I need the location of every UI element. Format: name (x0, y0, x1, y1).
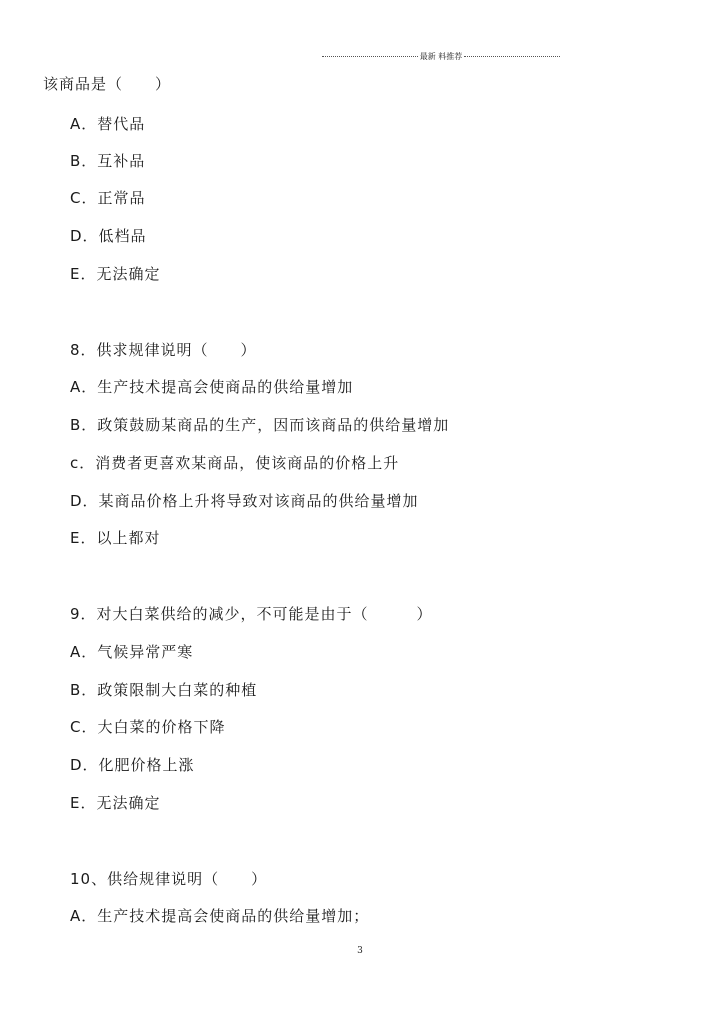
q7-option-d: D．低档品 (70, 227, 147, 245)
q7-option-c: C．正常品 (70, 189, 146, 207)
q7-option-a: A．替代品 (70, 115, 146, 133)
q9-option-c: C．大白菜的价格下降 (70, 718, 226, 736)
header-rule-right (464, 56, 560, 57)
page-header (322, 49, 560, 63)
q7-option-b: B．互补品 (70, 152, 146, 170)
header-text: 最新 料推荐 (419, 51, 463, 61)
q7-option-e: E．无法确定 (70, 265, 161, 283)
q9-option-a: A．气候异常严寒 (70, 643, 194, 661)
question-10-stem: 10、供给规律说明（ ） (70, 870, 268, 888)
question-7-stem: 该商品是（ ） (43, 75, 172, 93)
q10-option-a: A．生产技术提高会使商品的供给量增加； (70, 907, 370, 925)
q9-option-e: E．无法确定 (70, 794, 161, 812)
question-8-stem: 8．供求规律说明（ ） (70, 341, 257, 359)
q8-option-b: B．政策鼓励某商品的生产，因而该商品的供给量增加 (70, 416, 450, 434)
question-9-stem: 9．对大白菜供给的减少，不可能是由于（ ） (70, 605, 433, 623)
q8-option-d: D．某商品价格上升将导致对该商品的供给量增加 (70, 492, 419, 510)
q8-option-c: c．消费者更喜欢某商品，使该商品的价格上升 (70, 454, 400, 472)
q9-option-b: B．政策限制大白菜的种植 (70, 681, 258, 699)
q8-option-a: A．生产技术提高会使商品的供给量增加 (70, 378, 354, 396)
header-rule-left (322, 56, 418, 57)
q9-option-d: D．化肥价格上涨 (70, 756, 195, 774)
q8-option-e: E．以上都对 (70, 529, 161, 547)
page-number: 3 (357, 946, 363, 956)
